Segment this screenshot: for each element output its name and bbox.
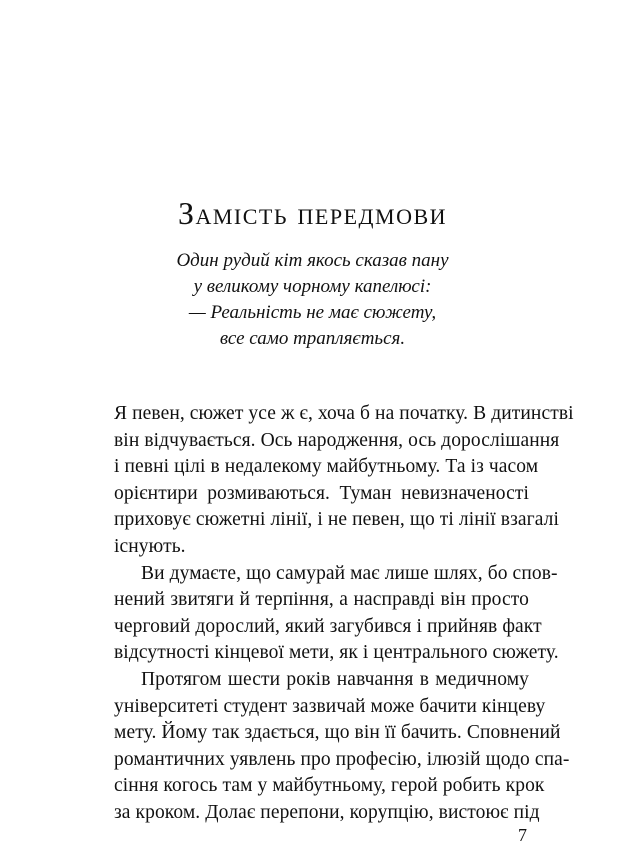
paragraph xyxy=(114,667,570,827)
epigraph-line: все само трапляється. xyxy=(219,328,406,349)
text-line: орієнтири розмиваються. Туман невизначеності xyxy=(114,482,529,504)
text-line: романтичних уявлень про професію, ілюзій щодо спа- xyxy=(114,748,570,770)
text-line: черговий дорослий, який загубився і прийняв факт xyxy=(114,615,542,637)
text-line: Я певен, сюжет усе ж є, хоча б на початку. В дитинстві xyxy=(114,403,574,424)
text-line: і певні цілі в недалекому майбутньому. Та із часом xyxy=(114,456,539,478)
text-line: відсутності кінцевої мети, як і центрального сюжету. xyxy=(114,642,559,664)
text-line: приховує сюжетні лінії, і не певен, що ті лінії взагалі xyxy=(114,509,560,531)
text-line: існують. xyxy=(114,535,186,557)
paragraph xyxy=(114,561,559,667)
epigraph-line: у великому чорному капелюсі: xyxy=(193,276,432,297)
epigraph-line: — Реальність не має сюжету, xyxy=(188,302,437,323)
text-line: нений звитяги й терпіння, а насправді він просто xyxy=(114,589,529,611)
chapter-title: Замість передмови xyxy=(177,195,448,231)
epigraph-line: Один рудий кіт якось сказав пану xyxy=(176,250,449,271)
text-line: сіння когось там у майбутньому, герой робить крок xyxy=(114,775,545,797)
text-line: університеті студент зазвичай може бачити кінцеву xyxy=(114,695,546,717)
paragraph xyxy=(114,401,574,561)
text-line: Ви думаєте, що самурай має лише шлях, бо спов- xyxy=(141,562,558,584)
text-line: він відчувається. Ось народження, ось дорослішання xyxy=(114,429,560,451)
page-number: 7 xyxy=(518,825,527,845)
body-text xyxy=(114,401,574,827)
text-line: Протягом шести років навчання в медичному xyxy=(141,668,529,690)
text-line: мету. Йому так здається, що він її бачить. Сповнений xyxy=(114,722,561,744)
epigraph xyxy=(0,248,625,352)
text-line: за кроком. Долає перепони, корупцію, вистоює під xyxy=(114,801,540,823)
